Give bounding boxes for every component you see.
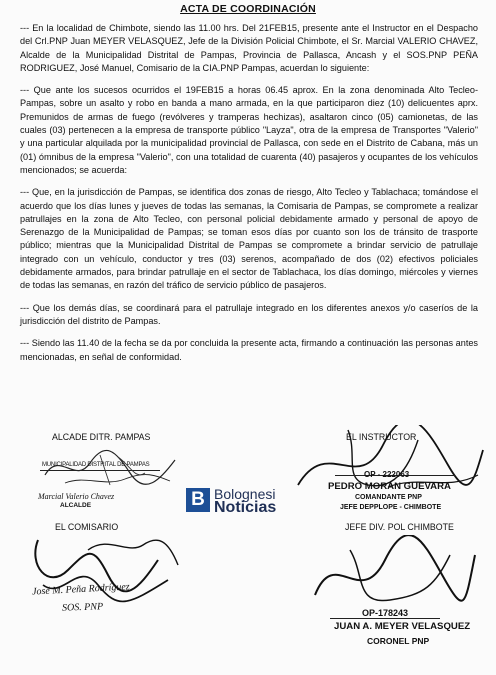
- alcalde-name: Marcial Valerio Chavez: [38, 492, 115, 501]
- alcalde-label: ALCADE DITR. PAMPAS: [52, 432, 151, 442]
- logo-line2: Noticias: [214, 499, 277, 516]
- instructor-rank: COMANDANTE PNP: [355, 494, 422, 501]
- comisario-label: EL COMISARIO: [55, 522, 119, 532]
- paragraph-other-days: --- Que los demás días, se coordinará para el patrullaje integrado en los diferentes anexos y/o caseríos de la jurisdicción del distrito de Pampas.: [20, 302, 478, 326]
- instructor-role: JEFE DEPPLOPE - CHIMBOTE: [340, 504, 442, 511]
- jefe-code: OP-178243: [362, 608, 409, 618]
- instructor-name: PEDRO MORÁN GUEVARA: [328, 481, 451, 492]
- document-title: ACTA DE COORDINACIÓN: [180, 3, 316, 15]
- alcalde-signature: [40, 445, 180, 495]
- alcalde-stamp-top: MUNICIPALIDAD DISTRITAL DE PAMPAS: [42, 462, 150, 468]
- paragraph-agreement: --- Que, en la jurisdicción de Pampas, se identifica dos zonas de riesgo, Alto Tecleo y Tablachaca; tomándose el acuerdo que los días lunes y jueves de todas las semanas, la Comisaria de Pampas, se compromete a realizar patrullajes en la zona de Alto Tecleo, con personal policial debidamente armado y personal de apoyo de Serenazgo de la Municipalidad de Pampas; se toman esos días por cuanto son los de tránsito de trasporte público; mientras que la Municipalidad Distrital de Pampas se compromete a brindar servicio de patrullaje integrado con un vehículo, conductor y tres (03) serenos, acompañado de dos (02) efectivos policiales debidamente armados, para brindar patrullaje en el sector de Tablachaca, los días domingo, miércoles y viernes de todas las semanas, en razón del tráfico de servicio público de pasajeros.: [20, 187, 478, 291]
- paragraph-closing: --- Siendo las 11.40 de la fecha se da por concluida la presente acta, firmando a continuación las personas antes mencionadas, en señal de conformidad.: [20, 338, 478, 362]
- logo-line1: Bolognesi: [214, 486, 276, 502]
- paragraph-events: --- Que ante los sucesos ocurridos el 19FEB15 a horas 06.45 aprox. En la zona denominada Alto Tecleo-Pampas, sobre un asalto y robo en banda a mano armada, en la que participaron diez (10) delicuentes aprx. Premunidos de armas de fuego (revólveres y tramperas hechizas), asaltaron cinco (05) camionetas, de las cuales (03) pertenecen a la empresa de transporte público "Layza", otra de la empresa de Transportes "Valerio" y una particular alquilada por la municipalidad provincial de Pallasca, con sede en el Distrito de Cabana, más un (01) ómnibus de la empresa "Valerio", con una totalidad de cuarenta (40) pasajeros y ocupantes de los vehículos mencionados; se acuerda:: [20, 85, 478, 175]
- jefe-rank: CORONEL PNP: [367, 636, 430, 646]
- jefe-name: JUAN A. MEYER VELASQUEZ: [334, 621, 471, 632]
- bolognesi-noticias-logo: [186, 486, 306, 516]
- instructor-label: EL INSTRUCTOR: [346, 432, 417, 442]
- jefe-label: JEFE DIV. POL CHIMBOTE: [345, 522, 454, 532]
- alcalde-role: ALCALDE: [60, 502, 92, 509]
- instructor-code: OP - 222063: [364, 470, 410, 479]
- jefe-line: [330, 618, 440, 619]
- logo-b-icon: B: [186, 488, 210, 512]
- comisario-handwritten-rank: SOS. PNP: [61, 601, 104, 614]
- paragraph-intro: --- En la localidad de Chimbote, siendo las 11.00 hrs. Del 21FEB15, presente ante el Instructor en el Despacho del Crl.PNP Juan MEYER VELASQUEZ, Jefe de la División Policial Chimbote, el Sr. Marcial VALERIO CHAVEZ, Alcalde de la Municipalidad Distrital de Pampas, Provincia de Pallasca, Ancash y el SOS.PNP PEÑA RODRIGUEZ, José Manuel, Comisario de la CIA.PNP Pampas, acuerdan lo siguiente:: [20, 23, 478, 73]
- comisario-handwritten-name: José M. Peña Rodríguez: [31, 581, 130, 598]
- document-body: [20, 22, 478, 373]
- jefe-signature: [300, 535, 480, 615]
